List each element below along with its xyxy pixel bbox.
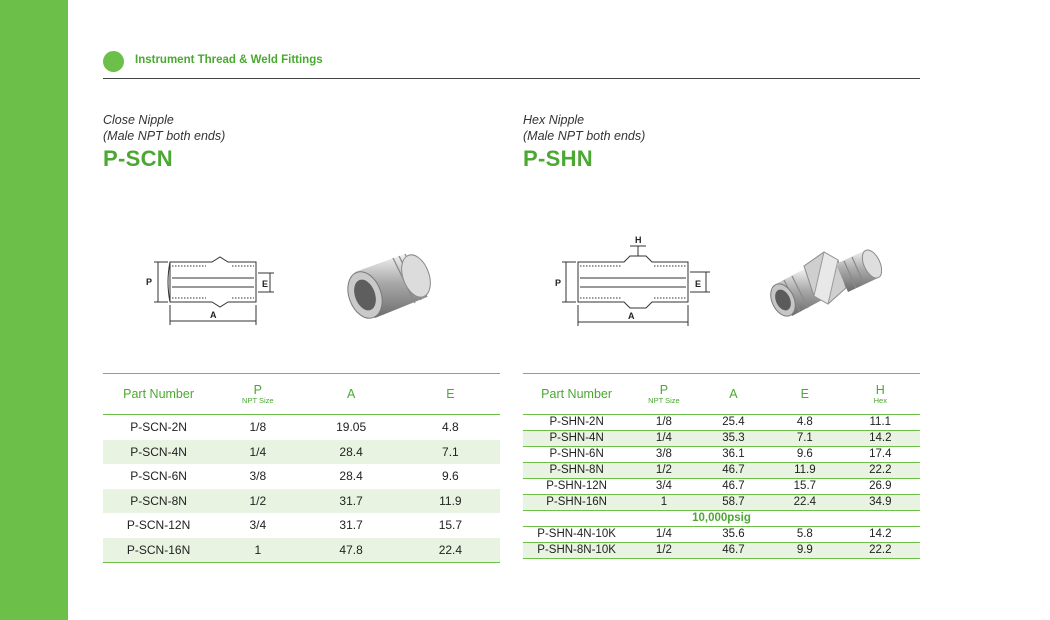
cell-a: 46.7	[698, 463, 769, 479]
product-description: (Male NPT both ends)	[523, 129, 646, 143]
cell-part: P-SCN-6N	[130, 469, 187, 484]
cell-part: P-SHN-8N	[523, 463, 630, 479]
cell-p: 3/8	[630, 447, 697, 463]
table-row	[103, 538, 500, 563]
cell-h: 14.2	[841, 431, 920, 447]
cell-part: P-SHN-16N	[523, 495, 630, 511]
col-header-a: A	[301, 374, 400, 415]
close-nipple-photo	[335, 242, 440, 327]
cell-h: 14.2	[841, 527, 920, 543]
cell-h: 17.4	[841, 447, 920, 463]
cell-a: 28.4	[301, 440, 400, 465]
col-header-p-label: P	[659, 383, 669, 397]
cell-part: P-SCN-16N	[103, 538, 214, 563]
close-nipple-drawing	[140, 245, 280, 330]
col-header-p-sub: NPT Size	[648, 396, 680, 405]
dim-label-h: H	[635, 235, 642, 245]
product-name: Hex Nipple	[523, 113, 585, 127]
table-header-row	[103, 374, 500, 415]
hex-nipple-spec-table	[523, 373, 920, 559]
cell-e: 9.9	[769, 543, 840, 559]
cell-h: 34.9	[841, 495, 920, 511]
cell-part: P-SHN-12N	[523, 479, 630, 495]
cell-a: 35.6	[698, 527, 769, 543]
header-rule	[103, 78, 920, 79]
cell-p: 1	[214, 538, 301, 563]
table-row	[523, 431, 920, 447]
table-row	[103, 513, 500, 538]
cell-part: P-SHN-4N-10K	[523, 527, 630, 543]
cell-e: 9.6	[442, 469, 459, 484]
cell-part: P-SCN-12N	[126, 518, 191, 533]
col-header-p	[630, 374, 697, 415]
col-header-h-label: H	[875, 383, 885, 397]
cell-p: 3/4	[249, 518, 267, 533]
cell-e: 7.1	[401, 440, 500, 465]
table-row	[103, 464, 500, 489]
table-row	[523, 479, 920, 495]
cell-e: 15.7	[438, 518, 463, 533]
product-description: (Male NPT both ends)	[103, 129, 226, 143]
cell-e: 9.6	[769, 447, 840, 463]
cell-e: 5.8	[769, 527, 840, 543]
cell-e: 11.9	[769, 463, 840, 479]
col-header-part-number: Part Number	[523, 374, 630, 415]
dim-label-p: P	[146, 277, 153, 287]
side-band	[0, 0, 68, 620]
hex-nipple-drawing	[552, 232, 717, 330]
cell-p: 3/8	[249, 469, 267, 484]
cell-e: 7.1	[769, 431, 840, 447]
cell-part: P-SHN-6N	[523, 447, 630, 463]
cell-a: 46.7	[698, 479, 769, 495]
cell-e: 22.4	[401, 538, 500, 563]
table-row	[103, 440, 500, 465]
cell-p: 3/4	[630, 479, 697, 495]
cell-a: 31.7	[339, 518, 363, 533]
cell-h: 22.2	[841, 543, 920, 559]
product-hex-nipple	[523, 112, 645, 172]
cell-p: 1/2	[630, 543, 697, 559]
col-header-h	[841, 374, 920, 415]
table-header-row	[523, 374, 920, 415]
dim-label-e: E	[695, 279, 702, 289]
cell-part: P-SCN-2N	[130, 420, 187, 435]
col-header-p-label: P	[253, 383, 262, 397]
cell-a: 36.1	[698, 447, 769, 463]
col-header-e: E	[769, 374, 840, 415]
cell-a: 58.7	[698, 495, 769, 511]
dim-label-a: A	[210, 310, 217, 320]
product-code: P-SHN	[523, 146, 593, 171]
dim-label-a: A	[628, 311, 635, 321]
cell-e: 4.8	[442, 420, 459, 435]
col-header-p-sub: NPT Size	[242, 396, 274, 405]
cell-p: 1/2	[214, 489, 301, 514]
cell-p: 1/4	[630, 431, 697, 447]
cell-p: 1/4	[630, 527, 697, 543]
close-nipple-spec-table	[103, 373, 500, 563]
cell-h: 22.2	[841, 463, 920, 479]
cell-a: 35.3	[698, 431, 769, 447]
cell-h: 26.9	[841, 479, 920, 495]
table-row	[523, 543, 920, 559]
cell-a: 19.05	[336, 420, 367, 435]
col-header-a: A	[698, 374, 769, 415]
cell-a: 46.7	[698, 543, 769, 559]
section-title: Instrument Thread & Weld Fittings	[135, 54, 323, 66]
cell-e: 15.7	[769, 479, 840, 495]
cell-p: 1	[630, 495, 697, 511]
table-row	[103, 489, 500, 514]
cell-p: 1/2	[630, 463, 697, 479]
cell-p: 1/8	[630, 415, 697, 431]
table-row	[523, 463, 920, 479]
col-header-h-sub: Hex	[873, 396, 887, 405]
table-row	[523, 447, 920, 463]
col-header-p	[214, 374, 301, 415]
cell-p: 1/4	[214, 440, 301, 465]
col-header-part-number: Part Number	[103, 374, 214, 415]
cell-a: 25.4	[698, 415, 769, 431]
cell-h: 11.1	[841, 415, 920, 431]
pressure-rating-label: 10,000psig	[523, 511, 920, 527]
cell-part: P-SHN-8N-10K	[523, 543, 630, 559]
product-close-nipple	[103, 112, 225, 172]
table-row	[523, 495, 920, 511]
cell-part: P-SHN-4N	[523, 431, 630, 447]
header-dot	[103, 51, 124, 72]
cell-e: 22.4	[769, 495, 840, 511]
cell-a: 31.7	[301, 489, 400, 514]
pressure-rating-row	[523, 511, 920, 527]
cell-part: P-SHN-2N	[523, 415, 630, 431]
cell-a: 47.8	[301, 538, 400, 563]
dim-label-p: P	[555, 278, 562, 288]
cell-part: P-SCN-4N	[103, 440, 214, 465]
product-code: P-SCN	[103, 146, 173, 171]
dim-label-e: E	[262, 279, 269, 289]
product-name: Close Nipple	[103, 113, 174, 127]
hex-nipple-photo	[762, 238, 882, 330]
table-row	[523, 415, 920, 431]
cell-part: P-SCN-8N	[103, 489, 214, 514]
cell-e: 4.8	[769, 415, 840, 431]
cell-p: 1/8	[249, 420, 267, 435]
col-header-e: E	[401, 374, 500, 415]
table-row	[103, 415, 500, 440]
table-row	[523, 527, 920, 543]
cell-e: 11.9	[401, 489, 500, 514]
cell-a: 28.4	[339, 469, 363, 484]
